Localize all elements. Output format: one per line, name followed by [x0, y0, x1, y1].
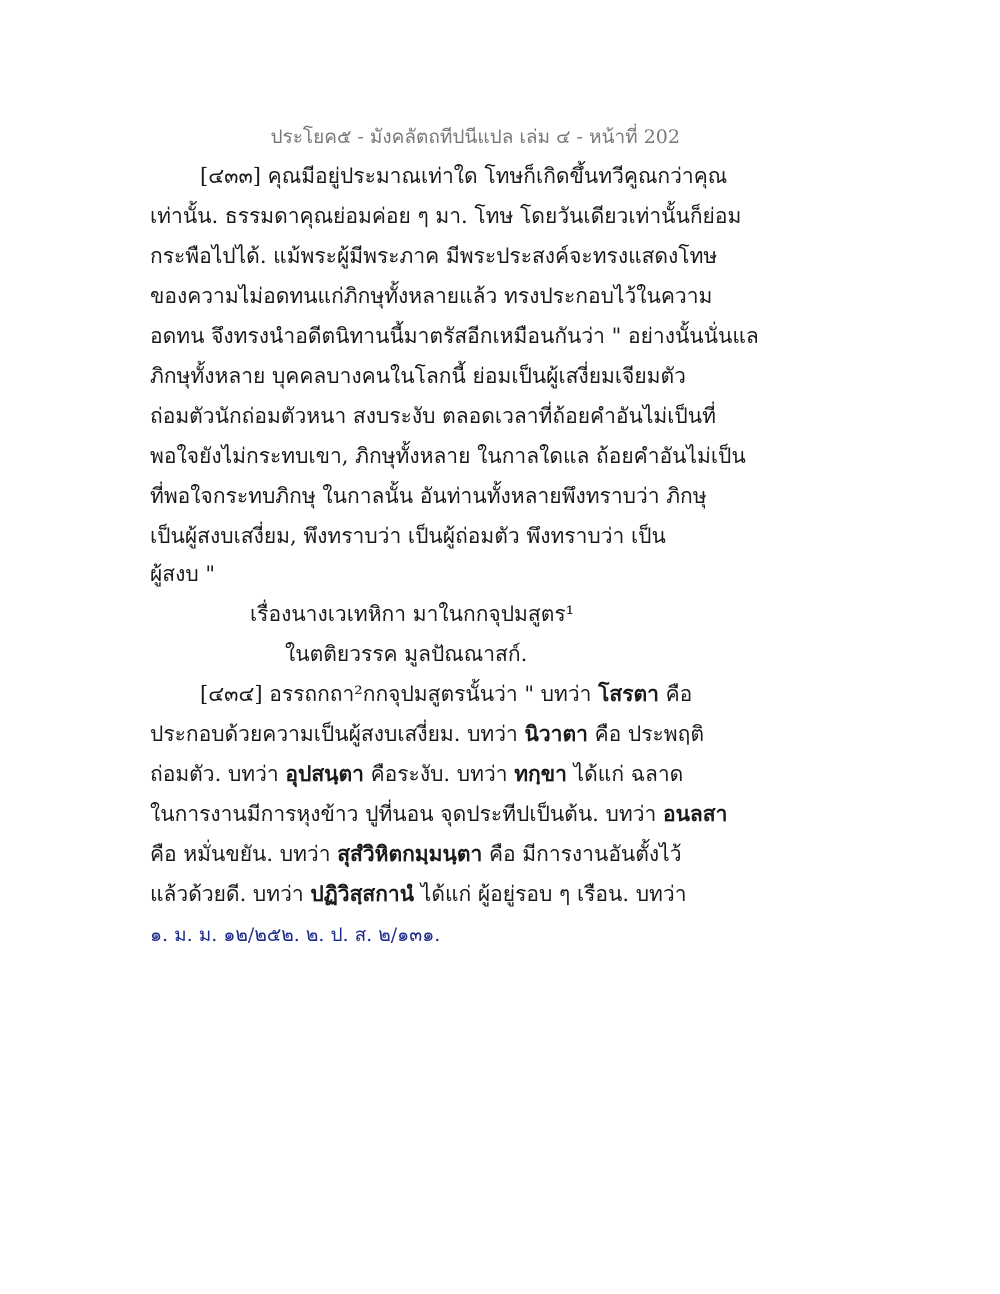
story-title-line-1: เรื่องนางเวเทหิกา มาในกกจุปมสูตร¹	[250, 602, 575, 626]
paragraph-433-line-4: ของความไม่อดทนแก่ภิกษุทั้งหลายแล้ว ทรงประกอบไว้ในความ	[150, 284, 713, 308]
paragraph-433-line-2: เท่านั้น. ธรรมดาคุณย่อมค่อย ๆ มา. โทษ โดยวันเดียวเท่านั้นก็ย่อม	[150, 204, 742, 228]
running-header: ประโยค๕ - มังคลัตถทีปนีแปล เล่ม ๔ - หน้าที่ 202	[270, 126, 680, 148]
text-run: ในการงานมีการหุงข้าว ปูที่นอน จุดประทีปเป็นต้น. บทว่า	[150, 802, 663, 826]
pali-term: อนลสา	[662, 801, 728, 826]
text-run: ประกอบด้วยความเป็นผู้สงบเสงี่ยม. บทว่า	[150, 722, 525, 746]
footnotes: ๑. ม. ม. ๑๒/๒๕๒. ๒. ป. ส. ๒/๑๓๑.	[150, 924, 441, 946]
text-run: [๔๓๔] อรรถกถา²กกจุปมสูตรนั้นว่า " บทว่า	[200, 682, 599, 706]
text-run: แล้วด้วยดี. บทว่า	[150, 882, 311, 906]
text-run: คือ	[658, 682, 693, 706]
text-run: คือ มีการงานอันตั้งไว้	[482, 842, 682, 866]
paragraph-433-line-10: เป็นผู้สงบเสงี่ยม, พึงทราบว่า เป็นผู้ถ่อมตัว พึงทราบว่า เป็น	[150, 524, 666, 548]
paragraph-433-line-8: พอใจยังไม่กระทบเขา, ภิกษุทั้งหลาย ในกาลใดแล ถ้อยคำอันไม่เป็น	[150, 444, 746, 468]
pali-term: โสรตา	[598, 681, 659, 706]
text-run: ถ่อมตัว. บทว่า	[150, 762, 286, 786]
paragraph-433-line-3: กระพือไปได้. แม้พระผู้มีพระภาค มีพระประสงค์จะทรงแสดงโทษ	[150, 244, 718, 268]
paragraph-433-line-9: ที่พอใจกระทบภิกษุ ในกาลนั้น อันท่านทั้งหลายพึงทราบว่า ภิกษุ	[150, 484, 707, 508]
text-run: คือระงับ. บทว่า	[363, 762, 515, 786]
pali-term: นิวาตา	[524, 721, 588, 746]
pali-term: สุสํวิหิตกมฺมนฺตา	[337, 841, 483, 866]
text-run: คือ ประพฤติ	[587, 722, 704, 746]
paragraph-433-line-7: ถ่อมตัวนักถ่อมตัวหนา สงบระงับ ตลอดเวลาที่ถ้อยคำอันไม่เป็นที่	[150, 404, 716, 428]
paragraph-434-line-6	[150, 878, 686, 911]
pali-term: ปฏิวิสฺสกานํ	[310, 881, 415, 906]
paragraph-433-line-5: อดทน จึงทรงนำอดีตนิทานนี้มาตรัสอีกเหมือนกันว่า " อย่างนั้นนั่นแล	[150, 324, 759, 348]
paragraph-434-line-3	[150, 758, 683, 791]
paragraph-434-line-1	[150, 678, 692, 711]
paragraph-434-line-2	[150, 718, 704, 751]
paragraph-433-line-6: ภิกษุทั้งหลาย บุคคลบางคนในโลกนี้ ย่อมเป็นผู้เสงี่ยมเจียมตัว	[150, 364, 686, 388]
text-run: คือ หมั่นขยัน. บทว่า	[150, 842, 338, 866]
paragraph-433-line-11: ผู้สงบ "	[150, 562, 216, 586]
pali-term: อุปสนฺตา	[285, 761, 364, 786]
paragraph-433-line-1: [๔๓๓] คุณมีอยู่ประมาณเท่าใด โทษก็เกิดขึ้นทวีคูณกว่าคุณ	[200, 164, 728, 188]
text-run: ได้แก่ ฉลาด	[566, 762, 684, 786]
paragraph-434-line-4	[150, 798, 727, 831]
text-run: ได้แก่ ผู้อยู่รอบ ๆ เรือน. บทว่า	[414, 882, 687, 906]
paragraph-434-line-5	[150, 838, 682, 871]
pali-term: ทกฺขา	[514, 761, 567, 786]
story-title-line-2: ในตติยวรรค มูลปัณณาสก์.	[285, 642, 528, 666]
